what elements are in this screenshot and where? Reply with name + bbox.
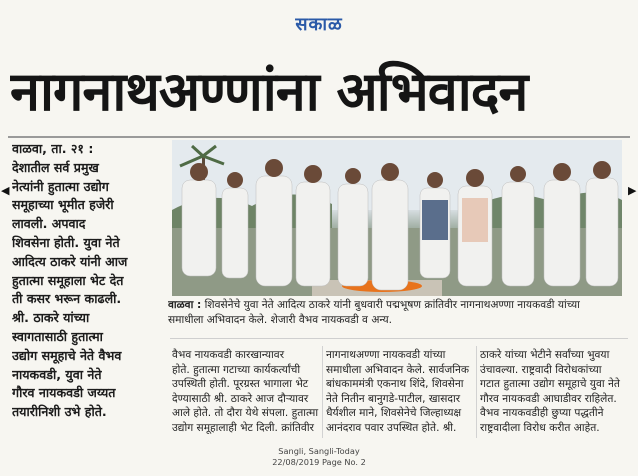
column-divider [322, 346, 323, 438]
arrow-left-icon: ◀ [1, 184, 10, 197]
footer-date-page: 22/08/2019 Page No. 2 [272, 457, 366, 467]
lead-line: आदित्य ठाकरे यांनी आज [12, 253, 128, 269]
page-footer [0, 446, 638, 468]
lead-column [12, 140, 162, 440]
body-line: धैर्यशील माने, शिवसेनेचे जिल्हाध्यक्ष [326, 407, 462, 420]
caption-divider [170, 338, 628, 339]
lead-line: समूहाच्या भूमीत हजेरी [12, 197, 114, 213]
lead-line: ती कसर भरून काढली. [12, 291, 122, 307]
body-line: गटात हुतात्मा उद्योग समूहाचे युवा नेते [480, 378, 620, 391]
body-line: होते. हुतात्मा गटाच्या कार्यकर्त्यांची [172, 363, 301, 376]
body-line: उद्योग समूहालाही भेट दिली. क्रांतिवीर [172, 421, 314, 434]
body-line: राष्ट्रवादीला विरोध करीत आहेत. [480, 421, 600, 434]
arrow-right-icon: ▶ [628, 184, 637, 197]
column-divider [476, 346, 477, 438]
body-column-1 [172, 348, 320, 440]
lead-line: स्वागतासाठी हुतात्मा [12, 328, 103, 344]
body-line: देण्यासाठी श्री. ठाकरे आज दौऱ्यावर [172, 392, 309, 405]
article-headline: नागनाथअण्णांना अभिवादन [10, 60, 528, 123]
photo-caption [168, 298, 626, 340]
caption-text: शिवसेनेचे युवा नेते आदित्य ठाकरे यांनी बुधवारी पद्मभूषण क्रांतिवीर नागनाथअण्णा नायकवडी यांच्या [201, 299, 580, 311]
lead-line: तयारीनिशी उभे होते. [12, 404, 107, 420]
newspaper-masthead: सकाळ [295, 14, 343, 35]
lead-line: वाळवा, ता. २१ : [12, 141, 94, 156]
body-line: वैभव नायकवडीही छुप्या पद्धतीने [480, 407, 604, 420]
body-line: नेते नितीन बानुगडे-पाटील, खासदार [326, 392, 461, 405]
body-line: ठाकरे यांच्या भेटीने सर्वांच्या भुवया [480, 349, 610, 361]
lead-line: नेत्यांनी हुतात्मा उद्योग [12, 178, 109, 194]
caption-line [168, 298, 626, 313]
photo-illustration [172, 140, 622, 296]
body-line: उंचावल्या. राष्ट्रवादी विरोधकांच्या [480, 363, 602, 376]
lead-line: शिवसेना होती. युवा नेते [12, 234, 120, 250]
news-photo [172, 140, 622, 296]
lead-line: नायकवडी, युवा नेते [12, 366, 102, 382]
lead-line: उद्योग समूहाचे नेते वैभव [12, 347, 122, 363]
caption-place: वाळवा : [168, 299, 202, 311]
lead-line: श्री. ठाकरे यांच्या [12, 310, 90, 326]
body-line: बांधकाममंत्री एकनाथ शिंदे, शिवसेना [326, 378, 464, 391]
body-column-3 [480, 348, 628, 440]
lead-line: गौरव नायकवडी जय्यत [12, 385, 116, 401]
body-line: वैभव नायकवडी कारखान्यावर [172, 349, 285, 361]
body-line: गौरव नायकवडी आघाडीवर राहिलेत. [480, 392, 617, 405]
body-line: आले होते. तो दौरा येथे संपला. हुतात्मा [172, 407, 319, 420]
lead-line: देशातील सर्व प्रमुख [12, 159, 99, 175]
headline-divider [8, 136, 630, 138]
body-line: आनंदराव पवार उपस्थित होते. श्री. [326, 421, 457, 434]
body-line: उपस्थिती होती. पूरग्रस्त भागाला भेट [172, 378, 309, 391]
body-line: समाधीला अभिवादन केले. सार्वजनिक [326, 363, 470, 376]
lead-line: हुतात्मा समूहाला भेट देत [12, 272, 124, 288]
caption-line: समाधीला अभिवादन केले. शेजारी वैभव नायकवडी व अन्य. [168, 314, 393, 326]
footer-source: Sangli, Sangli-Today [278, 446, 360, 456]
body-column-2 [326, 348, 474, 440]
body-line: नागनाथअण्णा नायकवडी यांच्या [326, 349, 446, 361]
lead-line: लावली. अपवाद [12, 216, 86, 232]
